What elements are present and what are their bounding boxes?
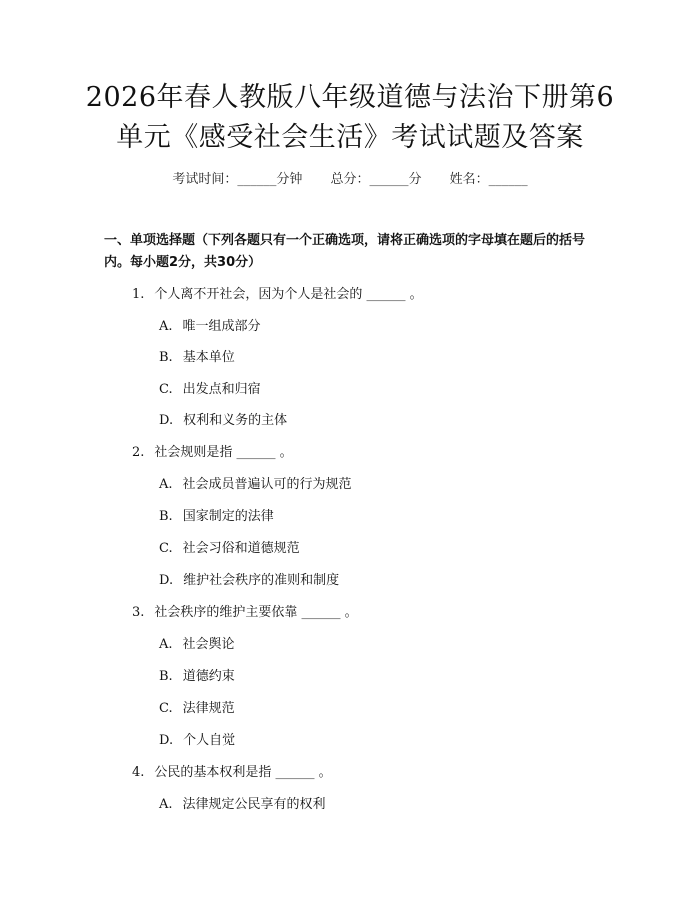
option-letter: C.: [159, 382, 173, 397]
option-text: 唯一组成部分: [182, 319, 261, 334]
title-line-2: 单元《感受社会生活》考试试题及答案: [116, 122, 584, 153]
page-title: [40, 78, 660, 158]
question-4: [132, 761, 332, 780]
title-line-1: 2026年春人教版八年级道德与法治下册第6: [85, 82, 615, 113]
question-1-option-b: [159, 346, 235, 365]
option-letter: A.: [159, 477, 173, 492]
option-text: 权利和义务的主体: [183, 413, 288, 428]
question-1-option-a: [159, 315, 261, 334]
option-text: 社会习俗和道德规范: [182, 541, 300, 556]
question-number: 1.: [132, 287, 145, 302]
option-letter: A.: [159, 637, 173, 652]
question-3-option-c: [159, 697, 235, 716]
question-text: 公民的基本权利是指 ______ 。: [154, 765, 332, 780]
question-2-option-c: [159, 537, 300, 556]
option-letter: B.: [159, 350, 173, 365]
question-number: 3.: [132, 605, 145, 620]
option-letter: D.: [159, 733, 174, 748]
option-text: 法律规范: [182, 701, 235, 716]
option-text: 个人自觉: [183, 733, 236, 748]
question-1-option-c: [159, 378, 261, 397]
option-letter: D.: [159, 413, 174, 428]
option-text: 社会舆论: [182, 637, 235, 652]
option-letter: A.: [159, 797, 173, 812]
option-letter: C.: [159, 701, 173, 716]
option-text: 基本单位: [182, 350, 235, 365]
question-text: 社会规则是指 ______ 。: [154, 445, 293, 460]
total-score-field: 总分：______分: [330, 172, 422, 187]
exam-meta: [0, 168, 700, 187]
option-letter: D.: [159, 573, 174, 588]
name-field: 姓名：______: [449, 172, 528, 187]
question-text: 个人离不开社会，因为个人是社会的 ______ 。: [154, 287, 423, 302]
option-letter: A.: [159, 319, 173, 334]
question-3: [132, 601, 358, 620]
question-2-option-d: [159, 569, 339, 588]
option-text: 维护社会秩序的准则和制度: [183, 573, 340, 588]
option-letter: B.: [159, 669, 173, 684]
question-3-option-b: [159, 665, 235, 684]
question-3-option-d: [159, 729, 235, 748]
question-3-option-a: [159, 633, 235, 652]
question-number: 4.: [132, 765, 145, 780]
question-2: [132, 441, 293, 460]
question-text: 社会秩序的维护主要依靠 ______ 。: [154, 605, 358, 620]
question-1-option-d: [159, 409, 287, 428]
option-text: 出发点和归宿: [182, 382, 261, 397]
option-letter: C.: [159, 541, 173, 556]
question-1: [132, 283, 423, 302]
section-heading: 一、单项选择题（下列各题只有一个正确选项，请将正确选项的字母填在题后的括号内。每小题2分，共30分）: [104, 233, 586, 270]
option-text: 道德约束: [182, 669, 235, 684]
option-letter: B.: [159, 509, 173, 524]
option-text: 法律规定公民享有的权利: [182, 797, 326, 812]
option-text: 社会成员普遍认可的行为规范: [182, 477, 352, 492]
exam-time-field: 考试时间：______分钟: [172, 172, 303, 187]
option-text: 国家制定的法律: [182, 509, 274, 524]
question-2-option-a: [159, 473, 352, 492]
question-2-option-b: [159, 505, 274, 524]
question-4-option-a: [159, 793, 326, 812]
question-number: 2.: [132, 445, 145, 460]
